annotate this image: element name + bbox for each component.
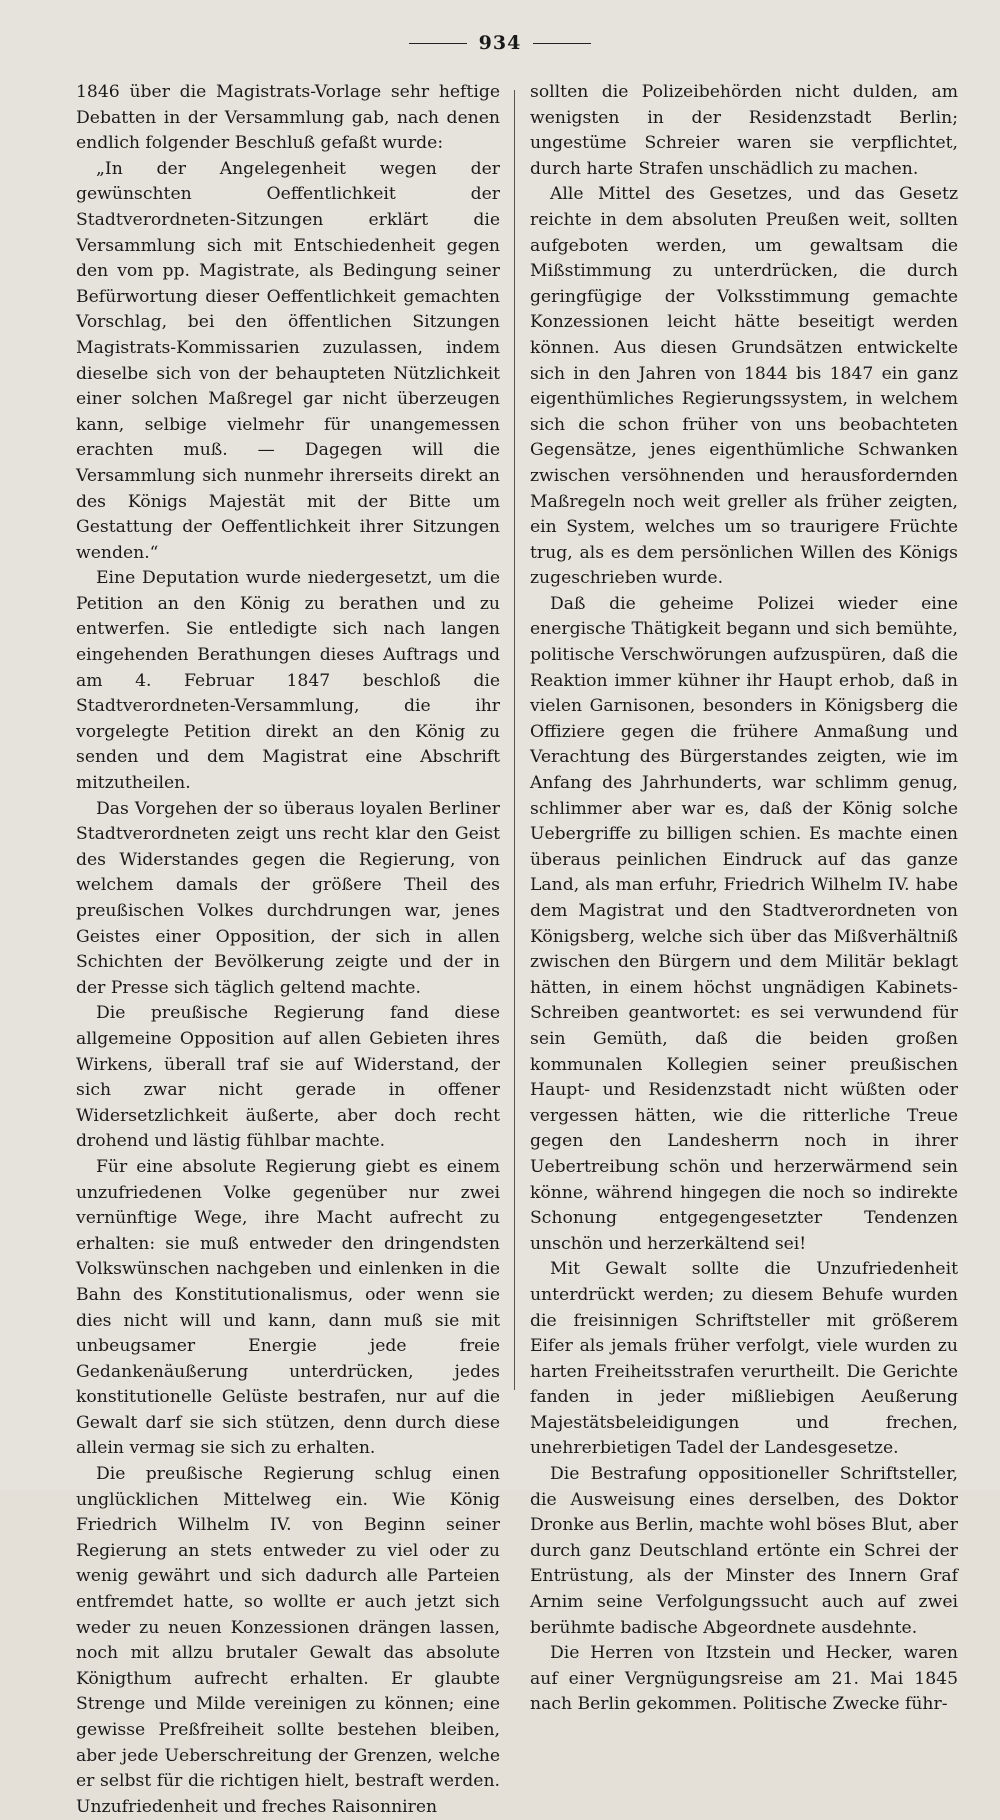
paragraph: Mit Gewalt sollte die Unzufriedenheit unterdrückt werden; zu diesem Behufe wurden die freisinnigen Schriftsteller mit größerem Eifer als jemals früher verfolgt, viele wurden zu harten Freiheitsstrafen verurtheilt. Die Gerichte fanden in jeder mißliebigen Aeußerung Majestätsbeleidigungen und frechen, unehrerbietigen Tadel der Landesgesetze. bbox=[530, 1259, 958, 1459]
page-header bbox=[0, 32, 1000, 54]
paragraph: Für eine absolute Regierung giebt es einem unzufriedenen Volke gegenüber nur zwei vernünftige Wege, ihre Macht aufrecht zu erhalten: sie muß entweder den dringendsten Volkswünschen nachgeben und einlenken in die Bahn des Konstitutionalismus, oder wenn sie dies nicht will und kann, dann muß sie mit unbeugsamer Energie jede freie Gedankenäußerung unterdrücken, jedes konstitutionelle Gelüste bestrafen, nur auf die Gewalt darf sie sich stützen, denn durch diese allein vermag sie sich zu erhalten. bbox=[76, 1156, 500, 1459]
paragraph: Daß die geheime Polizei wieder eine energische Thätigkeit begann und sich bemühte, politische Verschwörungen aufzuspüren, daß die Reaktion immer kühner ihr Haupt erhob, daß in vielen Garnisonen, besonders in Königsberg die Offiziere gegen die frühere Anmaßung und Verachtung des Bürgerstandes zeigten, wie im Anfang des Jahrhunderts, war schlimm genug, schlimmer aber war es, daß der König solche Uebergriffe zu billigen schien. Es machte einen überaus peinlichen Eindruck auf das ganze Land, als man erfuhr, Friedrich Wilhelm IV. habe dem Magistrat und den Stadtverordneten von Königsberg, welche sich über das Mißverhältniß zwischen den Bürgern und dem Militär beklagt hätten, in einem höchst ungnädigen Kabinets-Schreiben geantwortet: es sei verwundend für sein Gemüth, daß die beiden großen kommunalen Kollegien seiner preußischen Haupt- und Residenzstadt nicht wüßten oder vergessen hätten, wie die ritterliche Treue gegen den Landesherrn noch in ihrer Uebertreibung schön und herzerwärmend sein könne, während hingegen die noch so indirekte Schonung entgegengesetzter Tendenzen unschön und herzerkältend sei! bbox=[530, 593, 958, 1254]
right-column bbox=[530, 80, 958, 1718]
column-divider bbox=[514, 90, 515, 1390]
paragraph: Die Herren von Itzstein und Hecker, waren auf einer Vergnügungsreise am 21. Mai 1845 nach Berlin gekommen. Politische Zwecke führ- bbox=[530, 1643, 958, 1715]
header-rule-right bbox=[533, 43, 591, 44]
header-rule-left bbox=[409, 43, 467, 44]
paragraph: Alle Mittel des Gesetzes, und das Gesetz reichte in dem absoluten Preußen weit, sollten aufgeboten werden, um gewaltsam die Mißstimmung zu unterdrücken, die durch geringfügige der Volksstimmung gemachte Konzessionen leicht hätte beseitigt werden können. Aus diesen Grundsätzen entwickelte sich in den Jahren von 1844 bis 1847 ein ganz eigenthümliches Regierungssystem, in welchem sich die schon früher von uns beobachteten Gegensätze, jenes eigenthümliche Schwanken zwischen versöhnenden und herausfordernden Maßregeln noch weit greller als früher zeigten, ein System, welches um so traurigere Früchte trug, als es dem persönlichen Willen des Königs zugeschrieben wurde. bbox=[530, 184, 958, 589]
paragraph: Die Bestrafung oppositioneller Schriftsteller, die Ausweisung eines derselben, des Doktor Dronke aus Berlin, machte wohl böses Blut, aber durch ganz Deutschland ertönte ein Schrei der Entrüstung, als der Minster des Innern Graf Arnim seine Verfolgungssucht auch auf zwei berühmte badische Abgeordnete ausdehnte. bbox=[530, 1464, 958, 1638]
paragraph: Die preußische Regierung schlug einen unglücklichen Mittelweg ein. Wie König Friedrich Wilhelm IV. von Beginn seiner Regierung an stets entweder zu viel oder zu wenig gewährt und sich dadurch alle Parteien entfremdet hatte, so wollte er auch jetzt sich weder zu neuen Konzessionen drängen lassen, noch mit allzu brutaler Gewalt das absolute Königthum aufrecht erhalten. Er glaubte Strenge und Milde vereinigen zu können; eine gewisse Preßfreiheit sollte bestehen bleiben, aber jede Ueberschreitung der Grenzen, welche er selbst für die richtigen hielt, bestraft werden. Unzufriedenheit und freches Raisonniren bbox=[76, 1464, 500, 1817]
paragraph: Eine Deputation wurde niedergesetzt, um die Petition an den König zu berathen und zu entwerfen. Sie entledigte sich nach langen eingehenden Berathungen dieses Auftrags und am 4. Februar 1847 beschloß die Stadtverordneten-Versammlung, die ihr vorgelegte Petition direkt an den König zu senden und dem Magistrat eine Abschrift mitzutheilen. bbox=[76, 568, 500, 794]
page-number: 934 bbox=[478, 32, 522, 54]
left-column bbox=[76, 80, 500, 1820]
paragraph: sollten die Polizeibehörden nicht dulden, am wenigsten in der Residenzstadt Berlin; ungestüme Schreier waren sie verpflichtet, durch harte Strafen unschädlich zu machen. bbox=[530, 82, 958, 179]
paragraph: Die preußische Regierung fand diese allgemeine Opposition auf allen Gebieten ihres Wirkens, überall traf sie auf Widerstand, der sich zwar nicht gerade in offener Widersetzlichkeit äußerte, aber doch recht drohend und lästig fühlbar machte. bbox=[76, 1003, 500, 1152]
paragraph-quote: „In der Angelegenheit wegen der gewünschten Oeffentlichkeit der Stadtverordneten-Sitzungen erklärt die Versammlung sich mit Entschiedenheit gegen den vom pp. Magistrate, als Bedingung seiner Befürwortung dieser Oeffentlichkeit gemachten Vorschlag, bei den öffentlichen Sitzungen Magistrats-Kommissarien zuzulassen, indem dieselbe sich von der behaupteten Nützlichkeit einer solchen Maßregel gar nicht überzeugen kann, selbige vielmehr für unangemessen erachten muß. — Dagegen will die Versammlung sich nunmehr ihrerseits direkt an des Königs Majestät mit der Bitte um Gestattung der Oeffentlichkeit ihrer Sitzungen wenden.“ bbox=[76, 158, 500, 563]
paragraph: 1846 über die Magistrats-Vorlage sehr heftige Debatten in der Versammlung gab, nach denen endlich folgender Beschluß gefaßt wurde: bbox=[76, 82, 500, 154]
paragraph: Das Vorgehen der so überaus loyalen Berliner Stadtverordneten zeigt uns recht klar den Geist des Widerstandes gegen die Regierung, von welchem damals der größere Theil des preußischen Volkes durchdrungen war, jenes Geistes einer Opposition, der sich in allen Schichten der Bevölkerung zeigte und der in der Presse sich täglich geltend machte. bbox=[76, 798, 500, 998]
